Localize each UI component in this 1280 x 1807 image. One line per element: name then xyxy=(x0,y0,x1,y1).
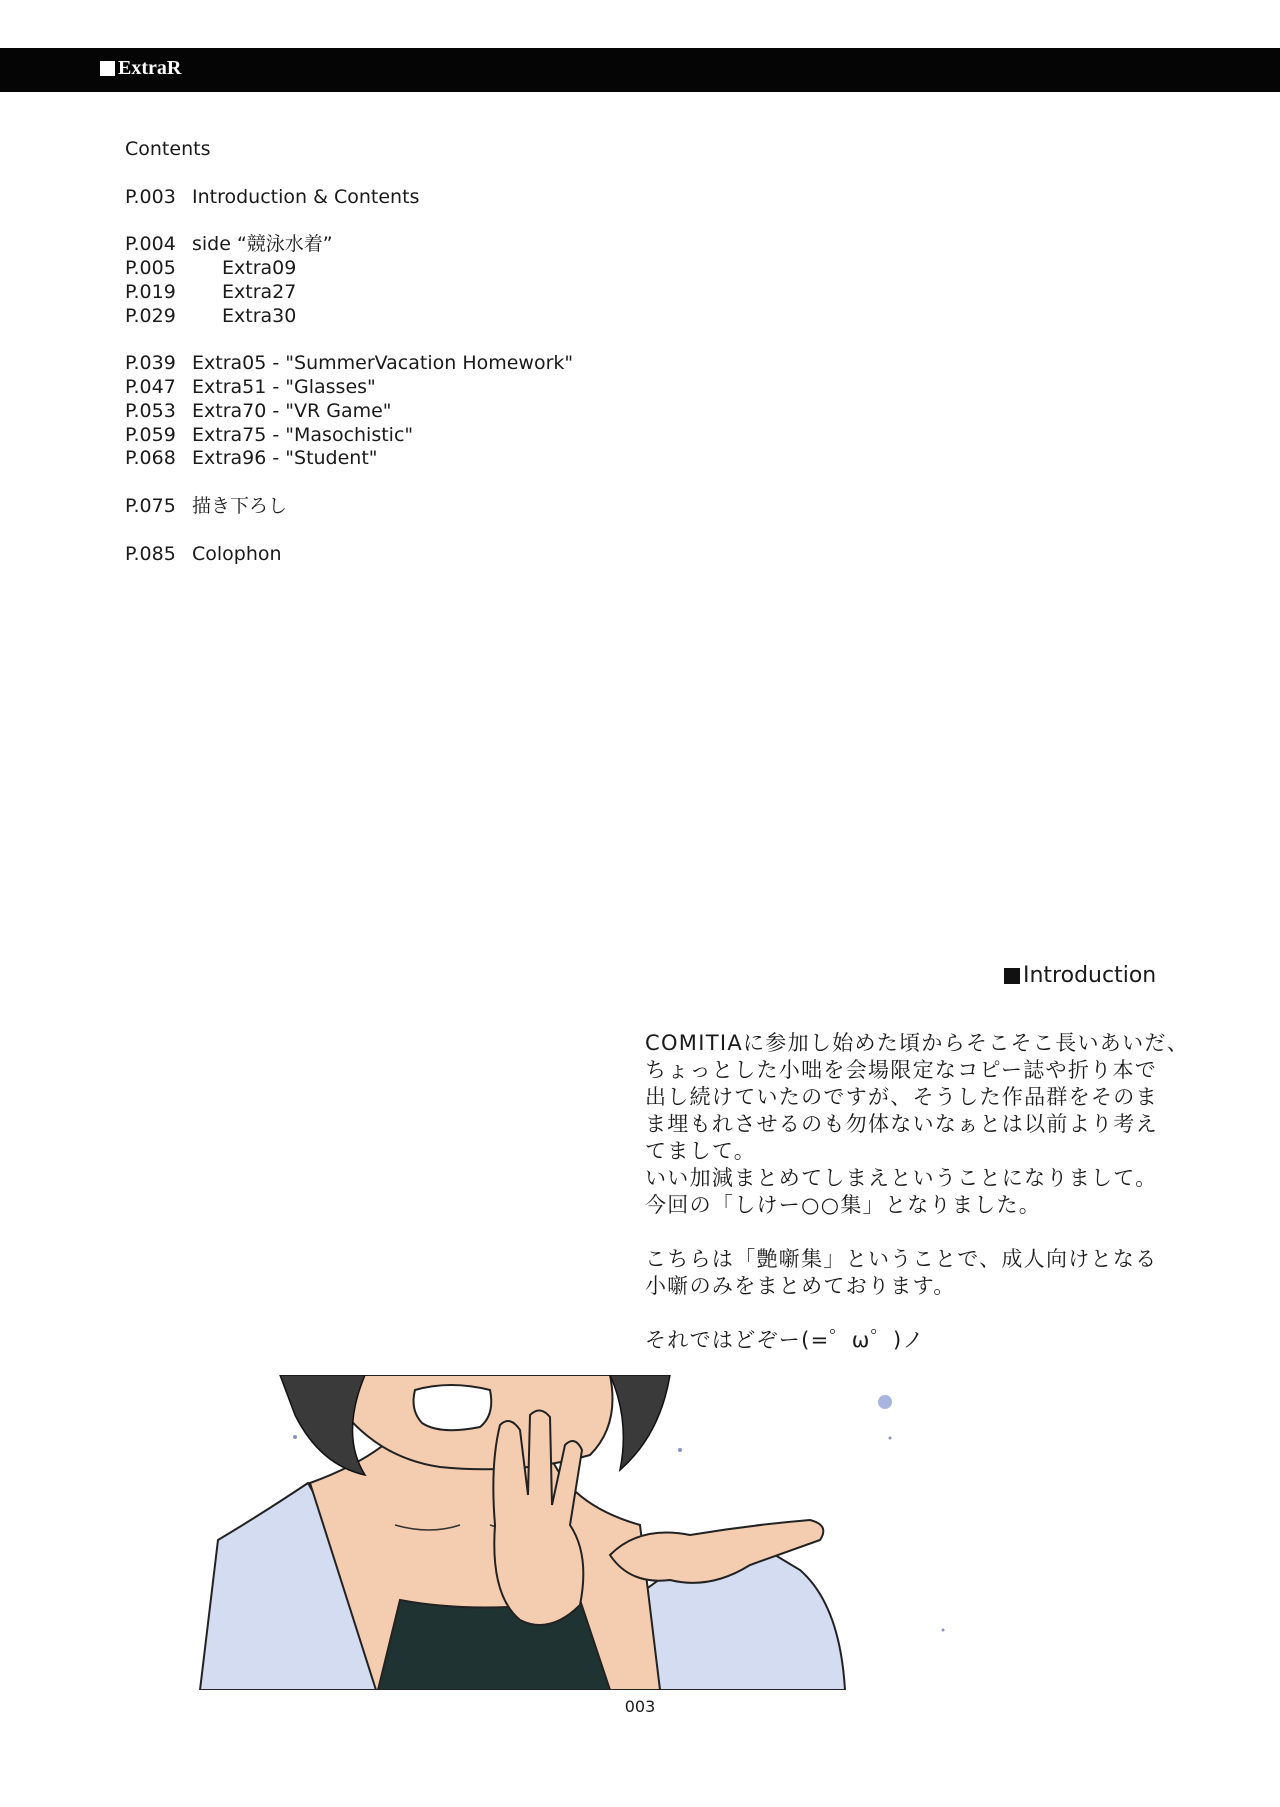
toc-title: Extra75 - "Masochistic" xyxy=(192,423,414,446)
sparkle-dot xyxy=(678,1448,682,1452)
table-of-contents xyxy=(125,138,573,590)
toc-entry xyxy=(125,543,573,567)
toc-entry xyxy=(125,257,573,281)
paragraph-gap xyxy=(645,1219,1165,1246)
toc-group xyxy=(125,543,573,567)
introduction-line: ちょっとした小咄を会場限定なコピー誌や折り本で xyxy=(645,1058,1158,1082)
introduction-heading xyxy=(1004,963,1156,988)
character-illustration xyxy=(190,1375,980,1690)
header-title xyxy=(100,57,181,80)
toc-entry xyxy=(125,233,573,257)
toc-page-number: P.053 xyxy=(125,399,176,422)
introduction-line: COMITIAに参加し始めた頃からそこそこ長いあいだ、 xyxy=(645,1031,1189,1055)
toc-entry xyxy=(125,447,573,471)
toc-page-number: P.019 xyxy=(125,280,176,303)
page-number: 003 xyxy=(624,1697,656,1716)
toc-title: Extra51 - "Glasses" xyxy=(192,375,376,398)
toc-entry xyxy=(125,424,573,448)
toc-group xyxy=(125,233,573,328)
sparkle-dot xyxy=(293,1435,297,1439)
toc-entry xyxy=(125,281,573,305)
toc-page-number: P.005 xyxy=(125,256,176,279)
toc-page-number: P.029 xyxy=(125,304,176,327)
introduction-line: てまして。 xyxy=(645,1139,757,1163)
introduction-line: 小噺のみをまとめております。 xyxy=(645,1274,956,1298)
toc-group xyxy=(125,352,573,471)
toc-title: 描き下ろし xyxy=(192,494,288,517)
introduction-line: ま埋もれさせるのも勿体ないなぁとは以前より考え xyxy=(645,1112,1158,1136)
toc-group xyxy=(125,495,573,519)
toc-entry xyxy=(125,376,573,400)
contents-heading: Contents xyxy=(125,138,211,160)
sparkle-dot xyxy=(878,1395,892,1409)
toc-title: Colophon xyxy=(192,542,282,565)
toc-page-number: P.004 xyxy=(125,233,176,256)
toc-title: Extra96 - "Student" xyxy=(192,447,378,470)
toc-entry xyxy=(125,352,573,376)
header-bar xyxy=(0,48,1280,92)
toc-page-number: P.085 xyxy=(125,542,176,565)
toc-title: Extra05 - "SummerVacation Homework" xyxy=(192,352,574,375)
toc-entry xyxy=(125,305,573,329)
introduction-line: それではどぞー(=゜ω゜)ノ xyxy=(645,1328,925,1352)
hair-right xyxy=(610,1375,670,1470)
introduction-line: いい加減まとめてしまえということになりまして。 xyxy=(645,1166,1158,1190)
toc-title: Introduction & Contents xyxy=(192,185,420,208)
introduction-text xyxy=(645,1030,1189,1354)
toc-page-number: P.047 xyxy=(125,375,176,398)
toc-title: side “競泳水着” xyxy=(192,233,333,256)
toc-page-number: P.039 xyxy=(125,352,176,375)
toc-groups xyxy=(125,186,573,567)
square-bullet-icon xyxy=(1004,968,1020,984)
paragraph-gap xyxy=(645,1300,1165,1327)
toc-page-number: P.068 xyxy=(125,447,176,470)
header-title-text: ExtraR xyxy=(118,57,182,79)
toc-title: Extra70 - "VR Game" xyxy=(192,399,392,422)
introduction-line: 今回の「しけー○○集」となりました。 xyxy=(645,1193,1042,1217)
swimsuit xyxy=(378,1600,610,1690)
toc-entry xyxy=(125,400,573,424)
toc-group xyxy=(125,186,573,210)
sparkle-dot xyxy=(942,1629,945,1632)
toc-page-number: P.059 xyxy=(125,423,176,446)
toc-entry xyxy=(125,495,573,519)
introduction-heading-text: Introduction xyxy=(1023,963,1157,988)
toc-title: Extra30 xyxy=(222,304,297,327)
toc-title: Extra09 xyxy=(222,256,297,279)
introduction-line: こちらは「艶噺集」ということで、成人向けとなる xyxy=(645,1247,1158,1271)
introduction-line: 出し続けていたのですが、そうした作品群をそのま xyxy=(645,1085,1158,1109)
toc-page-number: P.003 xyxy=(125,185,176,208)
sparkle-dot xyxy=(889,1437,892,1440)
left-hand xyxy=(493,1410,583,1625)
toc-title: Extra27 xyxy=(222,280,297,303)
toc-page-number: P.075 xyxy=(125,494,176,517)
toc-entry xyxy=(125,186,573,210)
hair-left xyxy=(280,1375,365,1475)
square-bullet-icon xyxy=(100,61,115,76)
smile-teeth xyxy=(414,1385,492,1430)
